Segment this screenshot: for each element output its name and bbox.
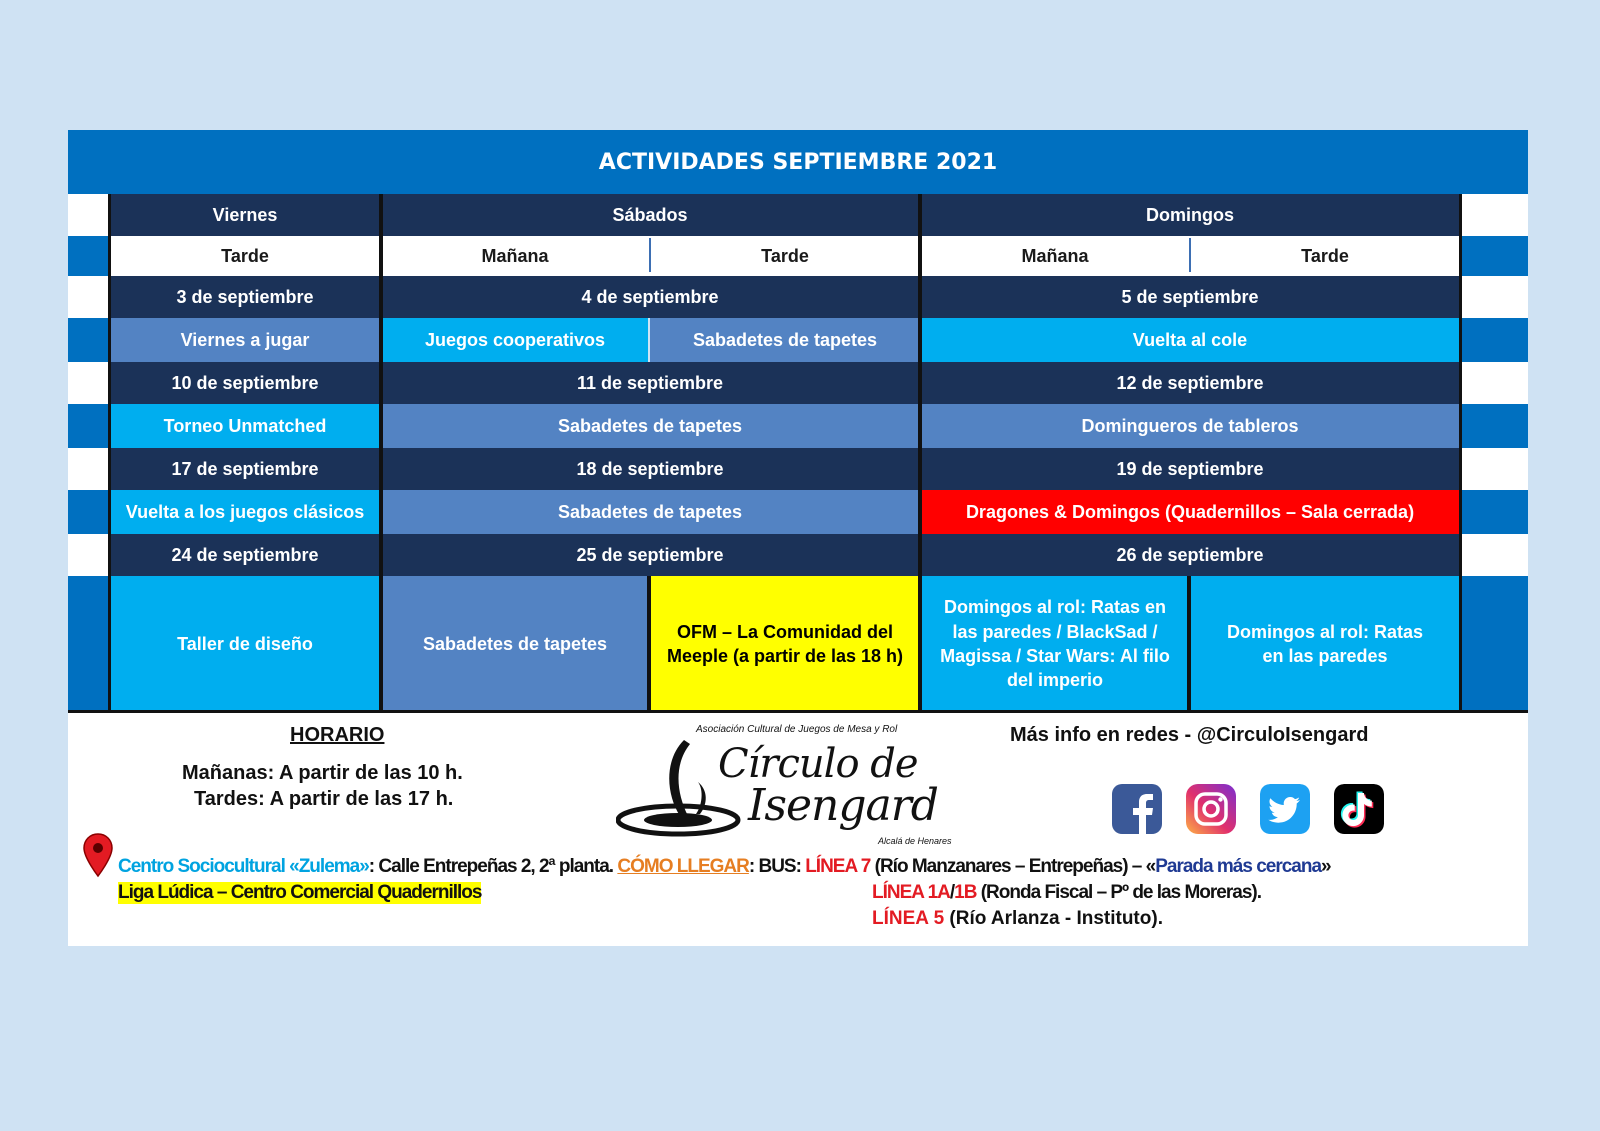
header-friday: Viernes bbox=[110, 194, 380, 236]
bus-line-1 bbox=[872, 882, 1261, 904]
date-cell: 19 de septiembre bbox=[920, 448, 1460, 490]
activity-cell: Taller de diseño bbox=[110, 576, 380, 712]
grid-line bbox=[648, 318, 650, 362]
activity-cell-highlight: Dragones & Domingos (Quadernillos – Sala cerrada) bbox=[920, 490, 1460, 534]
logo-line2: Isengard bbox=[748, 780, 938, 831]
date-cell: 26 de septiembre bbox=[920, 534, 1460, 576]
logo-city: Alcalá de Henares bbox=[878, 836, 952, 846]
logo-subtitle: Asociación Cultural de Juegos de Mesa y Rol bbox=[696, 724, 898, 735]
activity-cell: Viernes a jugar bbox=[110, 318, 380, 362]
grid-line bbox=[1189, 238, 1191, 272]
grid-line bbox=[108, 194, 111, 712]
date-cell: 4 de septiembre bbox=[380, 276, 920, 318]
header-saturday: Sábados bbox=[380, 194, 920, 236]
activity-cell: Vuelta al cole bbox=[920, 318, 1460, 362]
bus-line-slash: / bbox=[949, 882, 955, 903]
facebook-icon[interactable] bbox=[1112, 784, 1162, 834]
date-cell: 25 de septiembre bbox=[380, 534, 920, 576]
map-pin-icon bbox=[82, 832, 114, 878]
footer bbox=[68, 712, 1528, 946]
grid-line bbox=[379, 194, 383, 712]
activity-cell-highlight: OFM – La Comunidad del Meeple (a partir de las 18 h) bbox=[650, 576, 920, 712]
twitter-icon[interactable] bbox=[1260, 784, 1310, 834]
subheader-saturday-afternoon: Tarde bbox=[650, 236, 920, 276]
subheader-sunday-morning: Mañana bbox=[920, 236, 1190, 276]
tiktok-icon[interactable] bbox=[1334, 784, 1384, 834]
nearest-stop: Parada más cercana bbox=[1155, 856, 1322, 877]
venue-street: : Calle Entrepeñas 2, 2ª planta. bbox=[368, 856, 618, 877]
activity-cell: Juegos cooperativos bbox=[380, 318, 650, 362]
activity-cell: Domingos al rol: Ratas en las paredes bbox=[1190, 576, 1460, 712]
subheader-sunday-afternoon: Tarde bbox=[1190, 236, 1460, 276]
grid-line bbox=[918, 194, 922, 712]
bus-line-7-route: (Río Manzanares – Entrepeñas) – « bbox=[870, 856, 1156, 877]
grid-line bbox=[1187, 576, 1191, 712]
date-cell: 10 de septiembre bbox=[110, 362, 380, 404]
schedule-title: HORARIO bbox=[290, 724, 385, 746]
grid-line bbox=[1459, 194, 1462, 712]
activity-cell: Sabadetes de tapetes bbox=[380, 576, 650, 712]
date-cell: 24 de septiembre bbox=[110, 534, 380, 576]
league-location: Liga Lúdica – Centro Comercial Quadernillos bbox=[118, 882, 482, 903]
bus-line-5-route: (Río Arlanza - Instituto). bbox=[944, 908, 1163, 929]
schedule-mornings: Mañanas: A partir de las 10 h. bbox=[182, 762, 463, 784]
schedule-afternoons: Tardes: A partir de las 17 h. bbox=[194, 788, 454, 810]
logo bbox=[616, 720, 976, 848]
activity-cell: Sabadetes de tapetes bbox=[380, 490, 920, 534]
date-cell: 11 de septiembre bbox=[380, 362, 920, 404]
social-info-text: Más info en redes - @CirculoIsengard bbox=[1010, 724, 1369, 746]
date-cell: 3 de septiembre bbox=[110, 276, 380, 318]
date-cell: 17 de septiembre bbox=[110, 448, 380, 490]
subheader-saturday-morning: Mañana bbox=[380, 236, 650, 276]
page-title: ACTIVIDADES SEPTIEMBRE 2021 bbox=[68, 130, 1528, 194]
activity-cell: Domingos al rol: Ratas en las paredes / BlackSad / Magissa / Star Wars: Al filo del imperio bbox=[920, 576, 1190, 712]
venue-name: Centro Sociocultural «Zulema» bbox=[118, 856, 369, 877]
bus-line-1a: LÍNEA 1A bbox=[872, 882, 950, 903]
activity-cell: Torneo Unmatched bbox=[110, 404, 380, 448]
header-sunday: Domingos bbox=[920, 194, 1460, 236]
bus-label: : BUS: bbox=[748, 856, 806, 877]
subheader-friday-afternoon: Tarde bbox=[110, 236, 380, 276]
bus-line-7: LÍNEA 7 bbox=[805, 856, 871, 877]
bus-line-5: LÍNEA 5 bbox=[872, 908, 945, 929]
instagram-icon[interactable] bbox=[1186, 784, 1236, 834]
activity-cell: Sabadetes de tapetes bbox=[650, 318, 920, 362]
date-cell: 12 de septiembre bbox=[920, 362, 1460, 404]
grid-line bbox=[649, 238, 651, 272]
bus-line-5-row bbox=[872, 908, 1163, 930]
bus-line-1b: 1B bbox=[954, 882, 977, 903]
date-cell: 18 de septiembre bbox=[380, 448, 920, 490]
activity-cell: Sabadetes de tapetes bbox=[380, 404, 920, 448]
activity-cell: Domingueros de tableros bbox=[920, 404, 1460, 448]
grid-line bbox=[647, 576, 651, 712]
calendar-sheet bbox=[68, 130, 1528, 946]
close-quote: » bbox=[1321, 856, 1331, 877]
activity-grid bbox=[68, 194, 1528, 712]
bus-line-1-route: (Ronda Fiscal – Pº de las Moreras). bbox=[976, 882, 1261, 903]
how-to-get-link[interactable]: CÓMO LLEGAR bbox=[617, 856, 749, 877]
activity-cell: Vuelta a los juegos clásicos bbox=[110, 490, 380, 534]
date-cell: 5 de septiembre bbox=[920, 276, 1460, 318]
logo-line1: Círculo de bbox=[718, 741, 918, 787]
address-line-1 bbox=[118, 856, 1331, 878]
